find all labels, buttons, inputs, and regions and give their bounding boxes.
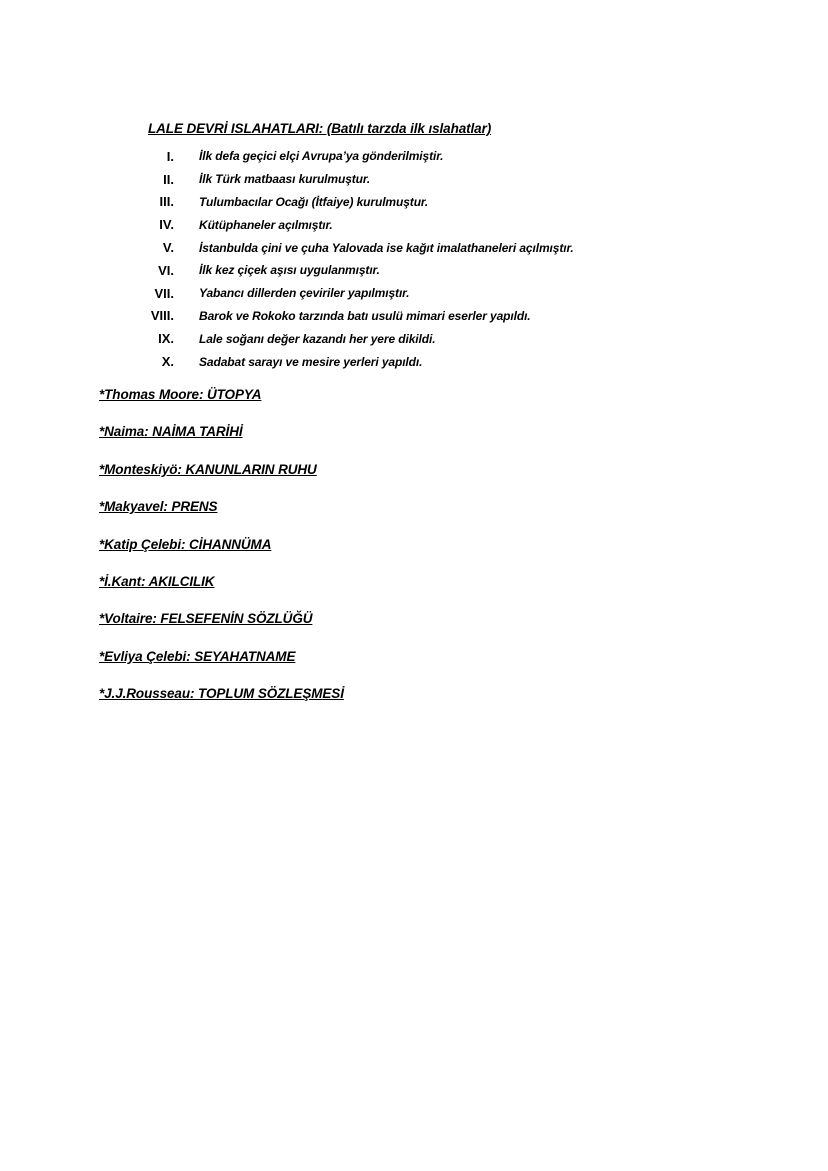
work-item-evliya-celebi: *Evliya Çelebi: SEYAHATNAME <box>99 648 296 664</box>
reform-text: İlk kez çiçek aşısı uygulanmıştır. <box>199 263 380 278</box>
reform-numeral: III. <box>159 194 174 210</box>
reform-numeral: I. <box>166 148 174 164</box>
reform-numeral: X. <box>161 354 174 370</box>
reform-text: Barok ve Rokoko tarzında batı usulü mimari eserler yapıldı. <box>199 308 531 323</box>
work-item-makyavel: *Makyavel: PRENS <box>99 499 218 515</box>
section-title: LALE DEVRİ ISLAHATLARI: (Batılı tarzda ilk ıslahatlar) <box>148 121 492 136</box>
reform-text: İlk Türk matbaası kurulmuştur. <box>199 172 371 187</box>
reform-item <box>140 191 574 214</box>
reform-text: Lale soğanı değer kazandı her yere dikildi. <box>199 331 436 346</box>
reform-numeral: VIII. <box>150 308 174 324</box>
work-item-monteskiyo: *Monteskiyö: KANUNLARIN RUHU <box>99 461 317 477</box>
reform-numeral: V. <box>162 240 174 256</box>
work-item-katip-celebi: *Katip Çelebi: CİHANNÜMA <box>99 536 272 552</box>
reform-text: İstanbulda çini ve çuha Yalovada ise kağıt imalathaneleri açılmıştır. <box>199 240 574 255</box>
works-list <box>99 385 344 722</box>
reform-numeral: IV. <box>159 217 174 233</box>
reform-numeral: II. <box>163 171 174 187</box>
work-item-kant: *İ.Kant: AKILCILIK <box>99 573 215 589</box>
reform-numeral: VI. <box>158 262 174 278</box>
reform-item <box>140 236 574 259</box>
reform-text: Sadabat sarayı ve mesire yerleri yapıldı. <box>199 354 423 369</box>
reform-list <box>140 145 574 373</box>
reform-item <box>140 213 574 236</box>
work-item-naima: *Naima: NAİMA TARİHİ <box>99 424 243 440</box>
reform-numeral: IX. <box>158 331 174 347</box>
reform-numeral: VII. <box>154 285 174 301</box>
reform-item <box>140 327 574 350</box>
reform-item <box>140 350 574 373</box>
reform-item <box>140 145 574 168</box>
reform-item <box>140 168 574 191</box>
reform-text: Tulumbacılar Ocağı (İtfaiye) kurulmuştur. <box>199 194 429 209</box>
reform-text: Kütüphaneler açılmıştır. <box>199 217 333 232</box>
reform-item <box>140 259 574 282</box>
work-item-thomas-moore: *Thomas Moore: ÜTOPYA <box>99 387 262 402</box>
work-item-rousseau: *J.J.Rousseau: TOPLUM SÖZLEŞMESİ <box>99 686 344 702</box>
reform-text: İlk defa geçici elçi Avrupa’ya gönderilmiştir. <box>199 149 444 164</box>
work-item-voltaire: *Voltaire: FELSEFENİN SÖZLÜĞÜ <box>99 611 313 627</box>
reform-text: Yabancı dillerden çeviriler yapılmıştır. <box>199 286 410 301</box>
reform-item <box>140 305 574 328</box>
reform-item <box>140 282 574 305</box>
